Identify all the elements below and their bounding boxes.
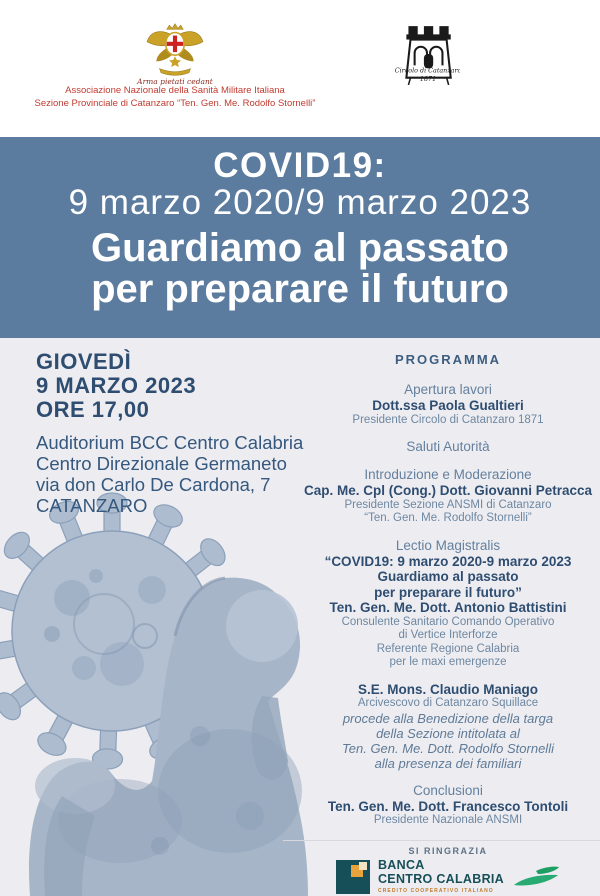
sponsor-logo-block (300, 859, 596, 894)
event-day: GIOVEDÌ (36, 349, 132, 374)
program-line: Referente Regione Calabria (376, 642, 520, 655)
circolo-catanzaro-tower-icon (394, 24, 460, 86)
association-title (20, 85, 330, 110)
program-title: PROGRAMMA (394, 352, 502, 367)
program-line: Ten. Gen. Me. Dott. Antonio Battistini (329, 600, 567, 615)
bank-name-line2: CENTRO CALABRIA (377, 871, 505, 886)
footer-divider (283, 840, 600, 841)
event-details (36, 350, 303, 516)
program-line: alla presenza dei familiari (374, 755, 522, 771)
program-line: Introduzione e Moderazione (364, 467, 532, 482)
program-line: Cap. Me. Cpl (Cong.) Dott. Giovanni Petracca (303, 483, 593, 498)
program-line: Saluti Autorità (406, 439, 490, 454)
tower-caption-line2: 1871 (419, 74, 437, 83)
title-banner (0, 137, 600, 338)
program-line: Presidente Nazionale ANSMI (373, 814, 523, 826)
ansmi-crest-icon (144, 22, 206, 76)
program-line: Dott.ssa Paola Gualtieri (372, 398, 524, 413)
program-line: della Sezione intitolata al (376, 725, 520, 741)
program-line: per preparare il futuro” (374, 584, 522, 600)
program-line: Ten. Gen. Me. Dott. Francesco Tontoli (327, 798, 569, 814)
program-line: di Vertice Interforze (398, 629, 498, 641)
program-line: “COVID19: 9 marzo 2020-9 marzo 2023 (324, 553, 572, 569)
event-time: ORE 17,00 (36, 397, 150, 422)
program-line: Consulente Sanitario Comando Operativo (341, 615, 555, 628)
association-line2: Sezione Provinciale di Catanzaro “Ten. Gen. Me. Rodolfo Stornelli” (34, 97, 316, 109)
venue-line2: Centro Direzionale Germaneto (36, 453, 287, 474)
venue-line1: Auditorium BCC Centro Calabria (36, 432, 304, 453)
program-line: Presidente Sezione ANSMI di Catanzaro (344, 498, 552, 511)
banner-title-line1: COVID19: (213, 146, 387, 185)
program-line: Lectio Magistralis (395, 537, 501, 553)
circolo-catanzaro-block (392, 24, 462, 91)
program-line: “Ten. Gen. Me. Rodolfo Stornelli” (364, 512, 532, 524)
banner-title-line2: 9 marzo 2020/9 marzo 2023 (68, 183, 532, 222)
ansmi-crest-block (105, 22, 245, 86)
venue-line3: via don Carlo De Cardona, 7 (36, 474, 271, 495)
crest-motto: Arma pietati cedant (137, 77, 213, 86)
banner-subtitle-line2: per preparare il futuro (91, 267, 509, 311)
thanks-label: SI RINGRAZIA (408, 846, 488, 856)
program-line: S.E. Mons. Claudio Maniago (357, 681, 538, 697)
thinker-virus-statue-illustration (0, 486, 320, 896)
event-date: 9 MARZO 2023 (36, 373, 197, 398)
poster-body (0, 338, 600, 896)
bank-name-line1: BANCA (377, 858, 425, 872)
program-line: per le maxi emergenze (389, 656, 507, 668)
program-line: Presidente Circolo di Catanzaro 1871 (352, 413, 544, 426)
venue-city: CATANZARO (36, 495, 148, 516)
bank-tagline: CREDITO COOPERATIVO ITALIANO (377, 888, 494, 894)
program-column (300, 352, 596, 828)
banner-subtitle-line1: Guardiamo al passato (91, 226, 509, 270)
program-line: Ten. Gen. Me. Dott. Rodolfo Stornelli (342, 740, 554, 756)
association-line1: Associazione Nazionale della Sanità Militare Italiana (65, 85, 285, 96)
banca-centro-calabria-logo (336, 860, 370, 894)
program-line: procede alla Benedizione della targa (342, 710, 554, 726)
program-line: Guardiamo al passato (377, 569, 519, 584)
tower-caption-line1: Circolo di Catanzaro (394, 66, 460, 75)
bank-name (378, 859, 504, 894)
program-line: Conclusioni (413, 782, 483, 798)
green-swoosh-icon (512, 865, 560, 889)
program-line: Arcivescovo di Catanzaro Squillace (357, 697, 539, 709)
program-line: Apertura lavori (404, 382, 492, 397)
